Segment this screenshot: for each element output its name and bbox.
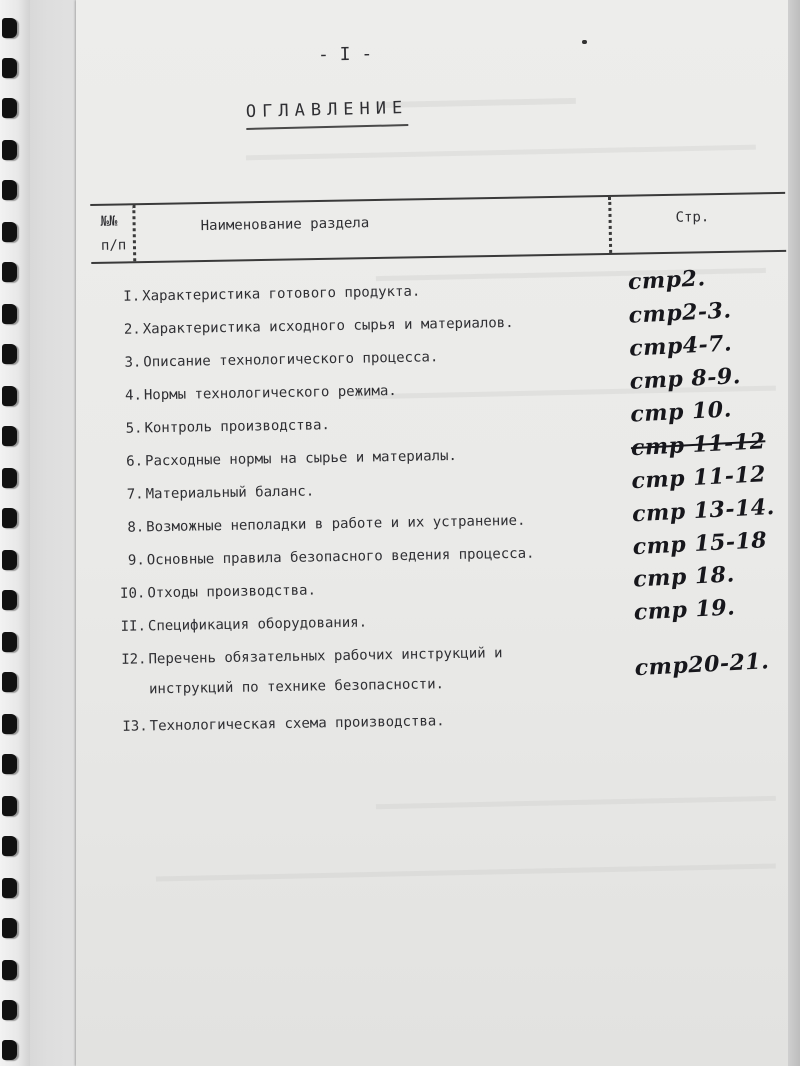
- binding-ring: [2, 426, 17, 446]
- binding-ring: [2, 1040, 17, 1060]
- table-header: [90, 178, 791, 268]
- toc-row-page-handwritten: стр 8-9.: [629, 363, 742, 395]
- toc-row-title: Характеристика исходного сырья и материалов.: [142, 314, 514, 338]
- toc-row-title-continuation: инструкций по технике безопасности.: [148, 676, 445, 698]
- binding-ring: [2, 714, 17, 734]
- toc-row-title: Основные правила безопасного ведения процесса.: [146, 545, 535, 569]
- toc-row-title: Описание технологического процесса.: [143, 349, 439, 371]
- binding-ring: [2, 960, 17, 980]
- binding-ring: [2, 386, 17, 406]
- toc-row-number: I0.: [119, 585, 146, 602]
- binding-ring: [2, 58, 17, 78]
- column-divider: [608, 197, 612, 253]
- column-page-header: Стр.: [675, 209, 710, 226]
- binding-ring: [2, 468, 17, 488]
- toc-row-title: Нормы технологического режима.: [143, 382, 397, 404]
- column-number-header-line1: №№: [100, 213, 118, 230]
- bleed-through-mark: [376, 796, 776, 819]
- binding-ring: [2, 632, 17, 652]
- toc-row-page-handwritten: стр4-7.: [628, 330, 733, 362]
- toc-row-page-handwritten: стр 15-18: [632, 527, 768, 561]
- binding-ring: [2, 918, 17, 938]
- binding-ring: [2, 98, 17, 118]
- page-title: ОГЛАВЛЕНИЕ: [246, 98, 409, 130]
- toc-row-number: I.: [123, 288, 141, 305]
- binding-ring: [2, 836, 17, 856]
- spiral-binding: [0, 0, 30, 1066]
- page-number: - I -: [317, 43, 373, 66]
- toc-row-title: Спецификация оборудования.: [147, 614, 368, 635]
- binding-ring: [2, 508, 17, 528]
- column-name-header: Наименование раздела: [200, 215, 370, 235]
- toc-row-page-handwritten-struck: стр 11-12: [630, 428, 767, 462]
- binding-ring: [2, 180, 17, 200]
- binding-ring: [2, 878, 17, 898]
- toc-row-number: II.: [120, 618, 147, 635]
- toc-row-number: 9.: [127, 552, 145, 569]
- toc-row-number: I3.: [122, 718, 148, 735]
- binding-ring: [2, 550, 17, 570]
- toc-row-title: Перечень обязательных рабочих инструкций и: [148, 645, 503, 668]
- toc-row-title: Технологическая схема производства.: [149, 713, 445, 735]
- toc-row-number: 2.: [123, 321, 141, 338]
- toc-row: [114, 636, 795, 712]
- toc-row-number: 5.: [125, 420, 143, 437]
- toc-row-number: 8.: [127, 519, 145, 536]
- column-number-header: [100, 209, 126, 257]
- toc-row-title: Характеристика готового продукта.: [142, 283, 421, 305]
- toc-row-title: Контроль производства.: [144, 417, 331, 437]
- toc-row-page-handwritten: стр 10.: [629, 396, 733, 428]
- binding-ring: [2, 18, 17, 38]
- toc-row-number: 6.: [126, 453, 144, 470]
- column-number-header-line2: п/п: [100, 237, 127, 254]
- column-divider: [132, 205, 136, 261]
- binding-ring: [2, 754, 17, 774]
- toc-row-title: Возможные неполадки в работе и их устранение.: [146, 512, 526, 536]
- toc-row-page-handwritten: стр2.: [627, 265, 707, 296]
- binding-ring: [2, 262, 17, 282]
- toc-row-number: 4.: [124, 387, 143, 404]
- binding-ring: [2, 140, 17, 160]
- binding-ring: [2, 304, 17, 324]
- toc-row-title: Материальный баланс.: [145, 483, 315, 503]
- binding-ring: [2, 222, 17, 242]
- toc-row-number: 3.: [124, 354, 142, 371]
- binding-ring: [2, 796, 17, 816]
- toc-row-page-handwritten: стр2-3.: [627, 297, 733, 329]
- toc-row-title: Отходы производства.: [147, 582, 317, 602]
- toc-row-page-handwritten: стр 19.: [633, 594, 736, 626]
- toc-row-page-handwritten: стр 11-12: [630, 461, 767, 495]
- binding-ring: [2, 672, 17, 692]
- toc-row-number: 7.: [126, 486, 144, 503]
- binding-ring: [2, 590, 17, 610]
- table-top-rule: [90, 192, 785, 206]
- ink-dot: [582, 40, 587, 44]
- toc-row-number: I2.: [121, 651, 147, 668]
- binding-ring: [2, 344, 17, 364]
- toc-row-page-handwritten: стр 18.: [632, 561, 736, 593]
- bleed-through-mark: [156, 864, 776, 892]
- toc-row-title: Расходные нормы на сырье и материалы.: [144, 447, 458, 470]
- toc-row-page-handwritten: стр 13-14.: [631, 493, 776, 528]
- binding-ring: [2, 1000, 17, 1020]
- bleed-through-mark: [246, 145, 756, 171]
- toc-row-page-handwritten: стр20-21.: [634, 648, 770, 682]
